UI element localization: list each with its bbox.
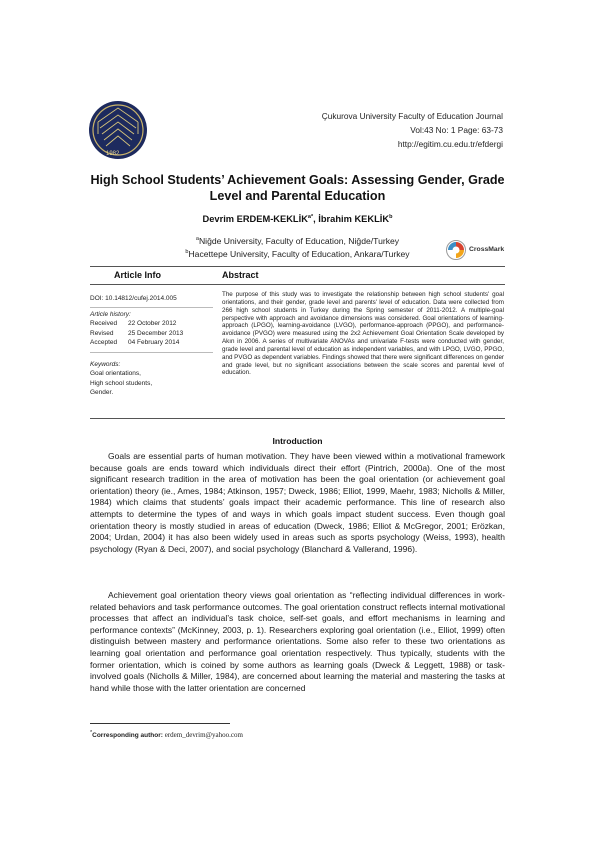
introduction-heading: Introduction <box>272 436 323 446</box>
abstract-rule <box>90 418 505 419</box>
article-info-heading: Article Info <box>114 270 162 280</box>
crossmark-badge[interactable] <box>446 239 506 261</box>
history-row-date: 25 December 2013 <box>128 329 184 337</box>
author-1: Devrim ERDEM-KEKLİK <box>202 214 308 224</box>
journal-logo <box>88 100 148 160</box>
header-rule-top <box>90 266 505 267</box>
history-row <box>90 329 215 338</box>
article-title <box>90 172 505 204</box>
aff-2-text: Hacettepe University, Faculty of Education, Ankara/Turkey <box>188 249 410 259</box>
affiliation-1 <box>90 236 505 246</box>
paragraph-2-text: Achievement goal orientation theory views goal orientation as “reflecting individual differences in work-related behaviors and task performance outcomes. The goal orientation construct reflects internal motivational processes that affect an individual’s task choice, self-set goals, and effort mechanisms in learning and performance contexts” (McKinney, 2003, p. 1). Researchers exploring goal orientation (i.e., Elliot, 1999) often distinguish between mastery and performance orientations. Some also refer to these two orientations as learning goal orientation and performance goal orientation respectively. Thus typically, students with the former orientation, which is coined by some authors as learning goals (Dweck & Leggett, 1988) or task-involved goals (Nicholls & Miller, 1984), are concerned about learning the material and mastering the tasks at hand while those with the latter orientation are concerned <box>90 590 505 693</box>
body-paragraph-1 <box>90 451 505 555</box>
info-divider-1 <box>90 307 213 308</box>
keywords-label: Keywords: <box>90 361 121 368</box>
author-separator: , <box>313 214 319 224</box>
history-row-label: Received <box>90 320 118 328</box>
footnote-marker: * <box>90 729 93 736</box>
author-2-sup: b <box>389 213 393 220</box>
keyword-item: Goal orientations, <box>90 370 141 378</box>
aff-1-text: Niğde University, Faculty of Education, Niğde/Turkey <box>198 236 400 246</box>
journal-url[interactable]: http://egitim.cu.edu.tr/efdergi <box>397 139 503 149</box>
header-rule-bottom <box>90 284 505 285</box>
history-row-label: Revised <box>90 329 114 337</box>
title-line-2: Level and Parental Education <box>209 189 386 203</box>
history-row <box>90 338 215 347</box>
article-history <box>90 310 215 347</box>
keyword-item: High school students, <box>90 379 153 387</box>
footnote-rule <box>90 723 230 724</box>
doi[interactable]: DOI: 10.14812/cufej.2014.005 <box>90 295 177 302</box>
footnote-email[interactable]: erdem_devrim@yahoo.com <box>164 731 243 739</box>
author-1-sup: a* <box>307 213 314 220</box>
history-label: Article history: <box>90 311 131 318</box>
journal-name: Çukurova University Faculty of Education Journal <box>321 111 503 121</box>
crossmark-icon <box>446 239 466 261</box>
abstract-text: The purpose of this study was to investigate the relationship between high school students' goal orientations, and their gender, grade level and parents' level of education. Data were collected from 266 high school students in Turkey during the Spring semester of 2011-2012. A multiple-goal perspective with approach and avoidance dimensions was considered. Goal orientations of learning-approach (LPGO), learning-avoidance (LVGO), performance-approach (PPGO), and performance-avoidance (PVGO) were measured using the 2x2 Achievement Goal Orientation Scale developed by Akın in 2006. A series of multivariate ANOVAs and univariate F-tests were conducted with gender, grade level and parental level of education as independent variables, and with LPGO, LVGO, PPGO, and PVGO as dependent variables. Findings showed that there were significant differences on gender and grade level, but no significant associations between the scale scores and parental level of education. <box>222 291 505 377</box>
info-divider-2 <box>90 352 213 353</box>
author-line <box>90 214 505 224</box>
aff-1-sup: a <box>195 236 199 243</box>
author-2: İbrahim KEKLİK <box>318 214 390 224</box>
crossmark-label: CrossMark <box>469 246 505 253</box>
title-line-1: High School Students’ Achievement Goals: Assessing Gender, Grade <box>90 173 505 187</box>
history-row-date: 22 October 2012 <box>128 320 177 328</box>
footnote-label: Corresponding author: <box>92 732 163 739</box>
abstract-heading: Abstract <box>222 270 259 280</box>
aff-2-sup: b <box>185 249 189 256</box>
footnote <box>90 731 243 739</box>
history-row <box>90 319 215 328</box>
history-row-date: 04 February 2014 <box>128 338 180 346</box>
affiliation-2 <box>90 249 505 259</box>
logo-year: 1982 <box>106 151 120 157</box>
paragraph-1-text: Goals are essential parts of human motivation. They have been viewed within a motivational framework because goals are ends toward which individuals direct their effort (Pintrich, 2000a). One of the most significant research tradition in the area of motivation has been the goal orientation (or achievement goal orientation) theory (ie., Ames, 1984; Atkinson, 1957; Dweck, 1986; Elliot, 1999, Maehr, 1983; Nicholls & Miller, 1984) which claims that students’ goals impact their academic performance. This line of research also attempts to determine the types of and ways in which goals impact student success. Even though goal orientation theory is mostly studied in areas of education (Dweck, 1986; Elliot & McGregor, 2001; Erözkan, 2004; Urdan, 2004) it has also been widely used in areas such as sports psychology (Weiss, 1993), health psychology (Ryan & Deci, 2007), and social psychology (Blanchard & Vallerand, 1996). <box>90 451 505 554</box>
body-paragraph-2 <box>90 590 505 694</box>
journal-volume: Vol:43 No: 1 Page: 63-73 <box>410 125 503 135</box>
keywords-block <box>90 360 215 397</box>
history-row-label: Accepted <box>90 338 118 346</box>
keyword-item: Gender. <box>90 388 114 396</box>
